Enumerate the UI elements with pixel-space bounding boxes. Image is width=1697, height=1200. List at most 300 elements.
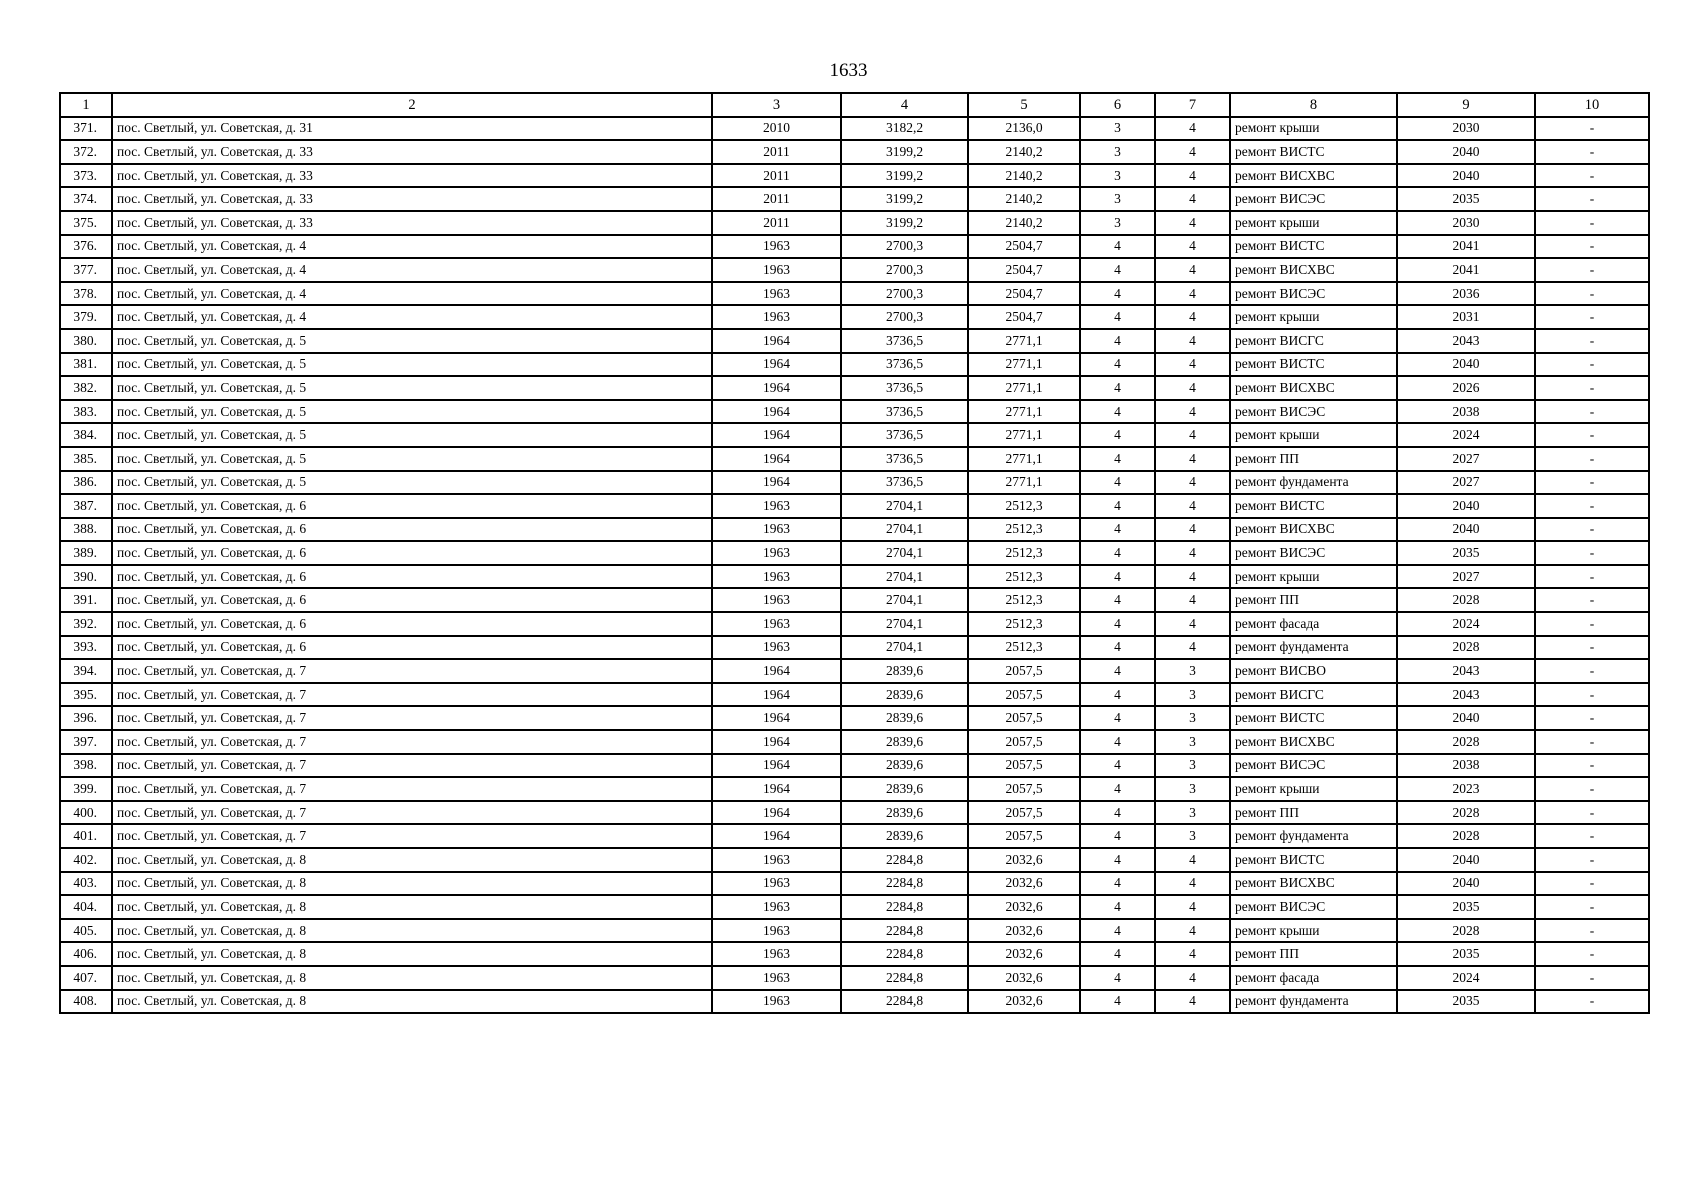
cell-col-work-type: ремонт крыши (1230, 305, 1397, 329)
cell-col-address: пос. Светлый, ул. Советская, д. 6 (112, 565, 712, 589)
cell-col-note: - (1535, 258, 1649, 282)
table-row (60, 895, 1649, 919)
cell-col-plan-year: 2041 (1397, 258, 1535, 282)
cell-col-plan-year: 2028 (1397, 801, 1535, 825)
cell-col-work-type: ремонт ВИСТС (1230, 494, 1397, 518)
cell-col-number: 389. (60, 541, 112, 565)
cell-col-floors: 4 (1080, 706, 1155, 730)
cell-col-entrances: 4 (1155, 423, 1230, 447)
cell-col-work-type: ремонт ВИСХВС (1230, 730, 1397, 754)
cell-col-note: - (1535, 187, 1649, 211)
cell-col-floors: 4 (1080, 423, 1155, 447)
cell-col-plan-year: 2027 (1397, 471, 1535, 495)
table-row (60, 329, 1649, 353)
cell-col-year: 1963 (712, 966, 841, 990)
cell-col-plan-year: 2040 (1397, 494, 1535, 518)
cell-col-area-living: 2512,3 (968, 565, 1080, 589)
cell-col-note: - (1535, 919, 1649, 943)
cell-col-entrances: 4 (1155, 990, 1230, 1014)
cell-col-area-living: 2057,5 (968, 754, 1080, 778)
cell-col-address: пос. Светлый, ул. Советская, д. 7 (112, 706, 712, 730)
cell-col-entrances: 4 (1155, 848, 1230, 872)
cell-col-area-total: 2704,1 (841, 541, 968, 565)
cell-col-floors: 4 (1080, 235, 1155, 259)
table-row (60, 824, 1649, 848)
cell-col-entrances: 4 (1155, 140, 1230, 164)
cell-col-plan-year: 2035 (1397, 942, 1535, 966)
cell-col-work-type: ремонт ПП (1230, 447, 1397, 471)
cell-col-area-total: 2704,1 (841, 612, 968, 636)
cell-col-year: 1963 (712, 494, 841, 518)
cell-col-entrances: 4 (1155, 258, 1230, 282)
cell-col-area-total: 2284,8 (841, 942, 968, 966)
cell-col-plan-year: 2024 (1397, 966, 1535, 990)
cell-col-note: - (1535, 541, 1649, 565)
cell-col-area-living: 2771,1 (968, 423, 1080, 447)
cell-col-entrances: 4 (1155, 117, 1230, 141)
cell-col-floors: 4 (1080, 612, 1155, 636)
cell-col-address: пос. Светлый, ул. Советская, д. 6 (112, 588, 712, 612)
cell-col-number: 398. (60, 754, 112, 778)
table-row (60, 683, 1649, 707)
cell-col-plan-year: 2040 (1397, 164, 1535, 188)
table-body (60, 117, 1649, 1014)
cell-col-year: 1964 (712, 659, 841, 683)
cell-col-year: 1964 (712, 754, 841, 778)
cell-col-work-type: ремонт фасада (1230, 966, 1397, 990)
cell-col-year: 2011 (712, 187, 841, 211)
cell-col-floors: 4 (1080, 848, 1155, 872)
table-row (60, 518, 1649, 542)
cell-col-note: - (1535, 706, 1649, 730)
cell-col-area-total: 3199,2 (841, 187, 968, 211)
cell-col-work-type: ремонт ПП (1230, 942, 1397, 966)
cell-col-area-living: 2512,3 (968, 636, 1080, 660)
cell-col-plan-year: 2040 (1397, 518, 1535, 542)
cell-col-year: 2011 (712, 164, 841, 188)
table-row (60, 140, 1649, 164)
cell-col-area-total: 2704,1 (841, 636, 968, 660)
column-header-col-work-type: 8 (1230, 93, 1397, 117)
cell-col-number: 401. (60, 824, 112, 848)
cell-col-work-type: ремонт ВИСХВС (1230, 518, 1397, 542)
cell-col-work-type: ремонт фасада (1230, 612, 1397, 636)
cell-col-year: 1964 (712, 423, 841, 447)
cell-col-note: - (1535, 588, 1649, 612)
cell-col-work-type: ремонт крыши (1230, 211, 1397, 235)
table-row (60, 777, 1649, 801)
cell-col-area-living: 2140,2 (968, 187, 1080, 211)
page-number: 1633 (829, 60, 868, 81)
table-row (60, 659, 1649, 683)
cell-col-entrances: 4 (1155, 471, 1230, 495)
cell-col-note: - (1535, 612, 1649, 636)
cell-col-floors: 4 (1080, 919, 1155, 943)
cell-col-address: пос. Светлый, ул. Советская, д. 8 (112, 919, 712, 943)
cell-col-area-living: 2771,1 (968, 376, 1080, 400)
cell-col-area-total: 2284,8 (841, 919, 968, 943)
cell-col-floors: 4 (1080, 683, 1155, 707)
cell-col-entrances: 4 (1155, 966, 1230, 990)
cell-col-address: пос. Светлый, ул. Советская, д. 8 (112, 848, 712, 872)
cell-col-floors: 4 (1080, 400, 1155, 424)
cell-col-address: пос. Светлый, ул. Советская, д. 4 (112, 282, 712, 306)
cell-col-entrances: 4 (1155, 588, 1230, 612)
cell-col-entrances: 4 (1155, 376, 1230, 400)
cell-col-number: 374. (60, 187, 112, 211)
cell-col-note: - (1535, 329, 1649, 353)
cell-col-entrances: 4 (1155, 612, 1230, 636)
cell-col-year: 1963 (712, 565, 841, 589)
cell-col-work-type: ремонт ВИСХВС (1230, 258, 1397, 282)
cell-col-note: - (1535, 565, 1649, 589)
cell-col-address: пос. Светлый, ул. Советская, д. 6 (112, 494, 712, 518)
cell-col-plan-year: 2040 (1397, 706, 1535, 730)
cell-col-number: 396. (60, 706, 112, 730)
cell-col-work-type: ремонт фундамента (1230, 990, 1397, 1014)
cell-col-year: 1963 (712, 541, 841, 565)
cell-col-number: 402. (60, 848, 112, 872)
cell-col-number: 373. (60, 164, 112, 188)
cell-col-area-living: 2512,3 (968, 494, 1080, 518)
cell-col-note: - (1535, 966, 1649, 990)
cell-col-floors: 4 (1080, 329, 1155, 353)
cell-col-floors: 4 (1080, 282, 1155, 306)
cell-col-address: пос. Светлый, ул. Советская, д. 33 (112, 187, 712, 211)
cell-col-work-type: ремонт ВИСГС (1230, 329, 1397, 353)
cell-col-floors: 4 (1080, 353, 1155, 377)
cell-col-entrances: 4 (1155, 565, 1230, 589)
cell-col-entrances: 4 (1155, 164, 1230, 188)
cell-col-note: - (1535, 824, 1649, 848)
cell-col-year: 1964 (712, 376, 841, 400)
cell-col-address: пос. Светлый, ул. Советская, д. 4 (112, 305, 712, 329)
cell-col-number: 407. (60, 966, 112, 990)
table-row (60, 872, 1649, 896)
cell-col-number: 386. (60, 471, 112, 495)
cell-col-number: 375. (60, 211, 112, 235)
cell-col-year: 1963 (712, 258, 841, 282)
cell-col-year: 1963 (712, 872, 841, 896)
cell-col-area-total: 2839,6 (841, 754, 968, 778)
cell-col-note: - (1535, 282, 1649, 306)
cell-col-address: пос. Светлый, ул. Советская, д. 7 (112, 801, 712, 825)
cell-col-address: пос. Светлый, ул. Советская, д. 7 (112, 683, 712, 707)
cell-col-area-total: 3736,5 (841, 423, 968, 447)
table-row (60, 494, 1649, 518)
cell-col-area-total: 2839,6 (841, 777, 968, 801)
cell-col-area-living: 2771,1 (968, 400, 1080, 424)
cell-col-area-living: 2771,1 (968, 471, 1080, 495)
cell-col-floors: 3 (1080, 211, 1155, 235)
table-row (60, 565, 1649, 589)
table-row (60, 612, 1649, 636)
cell-col-plan-year: 2043 (1397, 659, 1535, 683)
cell-col-year: 1964 (712, 353, 841, 377)
cell-col-number: 372. (60, 140, 112, 164)
cell-col-work-type: ремонт фундамента (1230, 471, 1397, 495)
cell-col-work-type: ремонт ВИСЭС (1230, 895, 1397, 919)
cell-col-number: 388. (60, 518, 112, 542)
cell-col-note: - (1535, 140, 1649, 164)
cell-col-area-total: 3199,2 (841, 140, 968, 164)
cell-col-entrances: 4 (1155, 636, 1230, 660)
cell-col-work-type: ремонт ПП (1230, 801, 1397, 825)
cell-col-entrances: 4 (1155, 400, 1230, 424)
cell-col-note: - (1535, 848, 1649, 872)
cell-col-number: 390. (60, 565, 112, 589)
cell-col-note: - (1535, 235, 1649, 259)
cell-col-work-type: ремонт ВИСЭС (1230, 541, 1397, 565)
cell-col-floors: 4 (1080, 376, 1155, 400)
cell-col-number: 393. (60, 636, 112, 660)
cell-col-work-type: ремонт крыши (1230, 919, 1397, 943)
cell-col-plan-year: 2035 (1397, 541, 1535, 565)
cell-col-floors: 4 (1080, 305, 1155, 329)
cell-col-work-type: ремонт ВИСЭС (1230, 754, 1397, 778)
cell-col-area-total: 2704,1 (841, 588, 968, 612)
cell-col-area-total: 2704,1 (841, 494, 968, 518)
cell-col-note: - (1535, 353, 1649, 377)
cell-col-number: 387. (60, 494, 112, 518)
cell-col-floors: 4 (1080, 636, 1155, 660)
cell-col-note: - (1535, 164, 1649, 188)
cell-col-entrances: 4 (1155, 494, 1230, 518)
cell-col-number: 384. (60, 423, 112, 447)
table-row (60, 258, 1649, 282)
cell-col-area-total: 3736,5 (841, 400, 968, 424)
cell-col-note: - (1535, 754, 1649, 778)
cell-col-year: 1963 (712, 612, 841, 636)
cell-col-year: 1964 (712, 400, 841, 424)
cell-col-entrances: 3 (1155, 683, 1230, 707)
cell-col-floors: 4 (1080, 565, 1155, 589)
cell-col-floors: 4 (1080, 258, 1155, 282)
cell-col-area-total: 3736,5 (841, 329, 968, 353)
cell-col-floors: 4 (1080, 942, 1155, 966)
cell-col-floors: 4 (1080, 494, 1155, 518)
cell-col-number: 403. (60, 872, 112, 896)
cell-col-area-living: 2032,6 (968, 942, 1080, 966)
table-row (60, 282, 1649, 306)
column-header-col-note: 10 (1535, 93, 1649, 117)
cell-col-address: пос. Светлый, ул. Советская, д. 6 (112, 636, 712, 660)
cell-col-number: 385. (60, 447, 112, 471)
cell-col-entrances: 4 (1155, 541, 1230, 565)
cell-col-address: пос. Светлый, ул. Советская, д. 8 (112, 872, 712, 896)
cell-col-floors: 4 (1080, 471, 1155, 495)
cell-col-area-living: 2057,5 (968, 824, 1080, 848)
cell-col-entrances: 4 (1155, 235, 1230, 259)
cell-col-area-living: 2032,6 (968, 895, 1080, 919)
cell-col-address: пос. Светлый, ул. Советская, д. 5 (112, 329, 712, 353)
cell-col-area-total: 3182,2 (841, 117, 968, 141)
cell-col-address: пос. Светлый, ул. Советская, д. 7 (112, 777, 712, 801)
cell-col-year: 1963 (712, 518, 841, 542)
cell-col-number: 406. (60, 942, 112, 966)
cell-col-entrances: 4 (1155, 942, 1230, 966)
cell-col-plan-year: 2027 (1397, 447, 1535, 471)
cell-col-plan-year: 2023 (1397, 777, 1535, 801)
cell-col-year: 2011 (712, 211, 841, 235)
cell-col-entrances: 4 (1155, 187, 1230, 211)
cell-col-area-living: 2032,6 (968, 848, 1080, 872)
cell-col-area-living: 2057,5 (968, 730, 1080, 754)
cell-col-address: пос. Светлый, ул. Советская, д. 8 (112, 990, 712, 1014)
cell-col-number: 397. (60, 730, 112, 754)
table-row (60, 990, 1649, 1014)
table-row (60, 187, 1649, 211)
cell-col-area-total: 2704,1 (841, 518, 968, 542)
cell-col-floors: 4 (1080, 659, 1155, 683)
cell-col-note: - (1535, 518, 1649, 542)
cell-col-area-living: 2512,3 (968, 612, 1080, 636)
column-header-col-plan-year: 9 (1397, 93, 1535, 117)
cell-col-area-living: 2032,6 (968, 919, 1080, 943)
cell-col-work-type: ремонт крыши (1230, 117, 1397, 141)
cell-col-year: 1963 (712, 990, 841, 1014)
cell-col-floors: 4 (1080, 801, 1155, 825)
cell-col-area-living: 2504,7 (968, 305, 1080, 329)
cell-col-address: пос. Светлый, ул. Советская, д. 6 (112, 518, 712, 542)
cell-col-area-total: 2284,8 (841, 895, 968, 919)
cell-col-year: 1963 (712, 636, 841, 660)
cell-col-entrances: 4 (1155, 447, 1230, 471)
cell-col-area-living: 2057,5 (968, 683, 1080, 707)
cell-col-year: 1963 (712, 895, 841, 919)
cell-col-floors: 4 (1080, 730, 1155, 754)
cell-col-number: 380. (60, 329, 112, 353)
cell-col-area-living: 2140,2 (968, 211, 1080, 235)
cell-col-area-living: 2512,3 (968, 518, 1080, 542)
cell-col-number: 408. (60, 990, 112, 1014)
cell-col-year: 1964 (712, 777, 841, 801)
cell-col-area-living: 2140,2 (968, 164, 1080, 188)
cell-col-area-total: 2284,8 (841, 848, 968, 872)
cell-col-area-living: 2032,6 (968, 966, 1080, 990)
cell-col-note: - (1535, 872, 1649, 896)
cell-col-plan-year: 2040 (1397, 353, 1535, 377)
cell-col-number: 382. (60, 376, 112, 400)
cell-col-year: 2011 (712, 140, 841, 164)
cell-col-floors: 4 (1080, 824, 1155, 848)
cell-col-number: 394. (60, 659, 112, 683)
cell-col-area-total: 2284,8 (841, 872, 968, 896)
cell-col-note: - (1535, 659, 1649, 683)
cell-col-address: пос. Светлый, ул. Советская, д. 5 (112, 376, 712, 400)
cell-col-plan-year: 2028 (1397, 824, 1535, 848)
cell-col-number: 381. (60, 353, 112, 377)
cell-col-note: - (1535, 423, 1649, 447)
cell-col-address: пос. Светлый, ул. Советская, д. 8 (112, 942, 712, 966)
cell-col-area-total: 3736,5 (841, 353, 968, 377)
cell-col-plan-year: 2030 (1397, 211, 1535, 235)
cell-col-address: пос. Светлый, ул. Советская, д. 4 (112, 258, 712, 282)
cell-col-number: 405. (60, 919, 112, 943)
cell-col-floors: 3 (1080, 164, 1155, 188)
cell-col-floors: 4 (1080, 990, 1155, 1014)
cell-col-entrances: 4 (1155, 518, 1230, 542)
cell-col-year: 1963 (712, 588, 841, 612)
cell-col-entrances: 4 (1155, 895, 1230, 919)
cell-col-area-living: 2512,3 (968, 541, 1080, 565)
cell-col-area-total: 2700,3 (841, 305, 968, 329)
table-row (60, 966, 1649, 990)
cell-col-year: 1964 (712, 706, 841, 730)
cell-col-entrances: 3 (1155, 754, 1230, 778)
cell-col-address: пос. Светлый, ул. Советская, д. 33 (112, 164, 712, 188)
cell-col-area-total: 3199,2 (841, 211, 968, 235)
cell-col-plan-year: 2038 (1397, 754, 1535, 778)
cell-col-number: 399. (60, 777, 112, 801)
cell-col-area-living: 2512,3 (968, 588, 1080, 612)
cell-col-work-type: ремонт ВИСТС (1230, 848, 1397, 872)
cell-col-area-living: 2057,5 (968, 706, 1080, 730)
cell-col-plan-year: 2024 (1397, 423, 1535, 447)
cell-col-year: 1963 (712, 282, 841, 306)
cell-col-address: пос. Светлый, ул. Советская, д. 5 (112, 353, 712, 377)
cell-col-plan-year: 2043 (1397, 329, 1535, 353)
cell-col-address: пос. Светлый, ул. Советская, д. 33 (112, 211, 712, 235)
cell-col-year: 1964 (712, 683, 841, 707)
cell-col-entrances: 3 (1155, 824, 1230, 848)
cell-col-number: 404. (60, 895, 112, 919)
column-header-col-year: 3 (712, 93, 841, 117)
cell-col-area-living: 2771,1 (968, 329, 1080, 353)
cell-col-year: 2010 (712, 117, 841, 141)
cell-col-address: пос. Светлый, ул. Советская, д. 5 (112, 447, 712, 471)
cell-col-number: 395. (60, 683, 112, 707)
cell-col-year: 1963 (712, 848, 841, 872)
cell-col-plan-year: 2030 (1397, 117, 1535, 141)
cell-col-entrances: 3 (1155, 730, 1230, 754)
cell-col-number: 392. (60, 612, 112, 636)
cell-col-work-type: ремонт ВИСХВС (1230, 872, 1397, 896)
cell-col-plan-year: 2040 (1397, 140, 1535, 164)
cell-col-plan-year: 2027 (1397, 565, 1535, 589)
cell-col-area-living: 2771,1 (968, 447, 1080, 471)
cell-col-address: пос. Светлый, ул. Советская, д. 33 (112, 140, 712, 164)
table-row (60, 801, 1649, 825)
table-row (60, 353, 1649, 377)
cell-col-year: 1964 (712, 730, 841, 754)
cell-col-entrances: 4 (1155, 919, 1230, 943)
cell-col-plan-year: 2028 (1397, 588, 1535, 612)
cell-col-entrances: 3 (1155, 777, 1230, 801)
cell-col-note: - (1535, 447, 1649, 471)
cell-col-year: 1963 (712, 235, 841, 259)
cell-col-address: пос. Светлый, ул. Советская, д. 7 (112, 824, 712, 848)
cell-col-area-total: 3736,5 (841, 376, 968, 400)
cell-col-area-total: 2700,3 (841, 258, 968, 282)
cell-col-area-total: 2839,6 (841, 824, 968, 848)
table-row (60, 588, 1649, 612)
cell-col-address: пос. Светлый, ул. Советская, д. 5 (112, 471, 712, 495)
cell-col-entrances: 4 (1155, 353, 1230, 377)
cell-col-work-type: ремонт ВИСТС (1230, 353, 1397, 377)
cell-col-area-living: 2032,6 (968, 990, 1080, 1014)
cell-col-plan-year: 2035 (1397, 990, 1535, 1014)
table-row (60, 730, 1649, 754)
table-row (60, 376, 1649, 400)
cell-col-area-total: 2700,3 (841, 282, 968, 306)
cell-col-address: пос. Светлый, ул. Советская, д. 8 (112, 895, 712, 919)
cell-col-note: - (1535, 683, 1649, 707)
table-row (60, 848, 1649, 872)
cell-col-floors: 4 (1080, 588, 1155, 612)
cell-col-area-total: 2839,6 (841, 730, 968, 754)
cell-col-year: 1964 (712, 329, 841, 353)
